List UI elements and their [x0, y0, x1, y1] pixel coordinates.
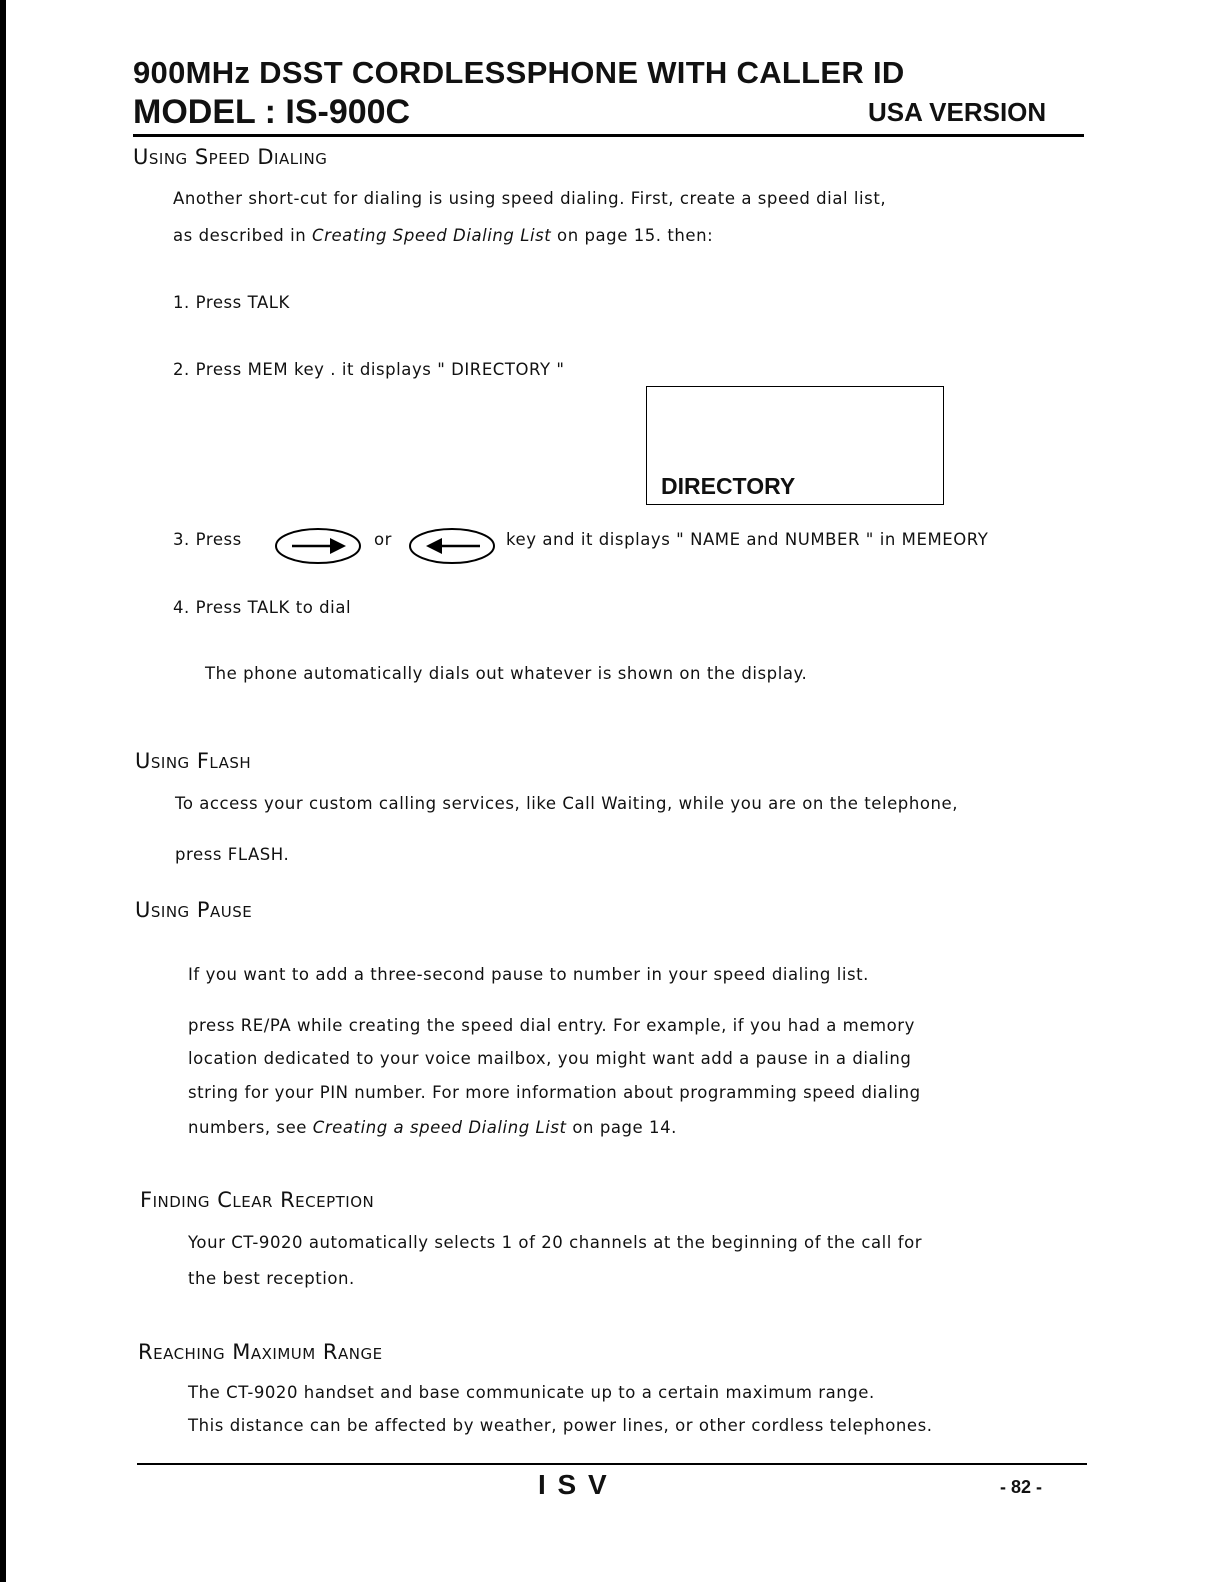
pause-line2: press RE/PA while creating the speed dial entry. For example, if you had a memory: [188, 1016, 915, 1035]
pause-line4: string for your PIN number. For more information about programming speed dialing: [188, 1083, 921, 1102]
speed-dialing-intro-line1: Another short-cut for dialing is using speed dialing. First, create a speed dial list,: [173, 189, 887, 208]
reception-line1: Your CT-9020 automatically selects 1 of 20 channels at the beginning of the call for: [188, 1233, 923, 1252]
pause-heading: Using Pause: [135, 898, 253, 922]
speed-dialing-heading: Using Speed Dialing: [133, 145, 328, 169]
lcd-display: [646, 386, 944, 505]
step-2: 2. Press MEM key . it displays " DIRECTORY ": [173, 360, 565, 379]
footer-rule: [137, 1463, 1087, 1465]
model-title: MODEL : IS-900C: [133, 93, 411, 131]
version-label: USA VERSION: [868, 97, 1047, 127]
speed-dialing-list-reference: Creating a speed Dialing List: [312, 1118, 567, 1137]
step-3-or: or: [374, 530, 392, 549]
flash-line1: To access your custom calling services, like Call Waiting, while you are on the telephone,: [175, 794, 958, 813]
reception-line2: the best reception.: [188, 1269, 355, 1288]
step-3-text: key and it displays " NAME and NUMBER " in MEMEORY: [506, 530, 989, 549]
range-line1: The CT-9020 handset and base communicate up to a certain maximum range.: [188, 1383, 875, 1402]
speed-dialing-intro-line2: as described in Creating Speed Dialing List on page 15. then:: [173, 226, 714, 245]
pause-line5: numbers, see Creating a speed Dialing List on page 14.: [188, 1118, 677, 1137]
pause-line3: location dedicated to your voice mailbox, you might want add a pause in a dialing: [188, 1049, 912, 1068]
scan-edge: [0, 0, 6, 1582]
speed-dialing-note: The phone automatically dials out whatever is shown on the display.: [205, 664, 808, 683]
step-4: 4. Press TALK to dial: [173, 598, 352, 617]
lcd-display-text: DIRECTORY: [661, 473, 796, 499]
reception-heading: Finding Clear Reception: [140, 1188, 375, 1212]
step-3-label: 3. Press: [173, 530, 242, 549]
left-arrow-key-icon: [406, 526, 498, 566]
right-arrow-key-icon: [274, 526, 364, 566]
speed-dial-list-reference: Creating Speed Dialing List: [312, 226, 552, 245]
step-1: 1. Press TALK: [173, 293, 290, 312]
flash-heading: Using Flash: [135, 749, 252, 773]
page-number: - 82 -: [1000, 1477, 1043, 1497]
flash-line2: press FLASH.: [175, 845, 290, 864]
footer-brand: I S V: [538, 1469, 609, 1500]
range-line2: This distance can be affected by weather, power lines, or other cordless telephones.: [188, 1416, 933, 1435]
pause-line1: If you want to add a three-second pause to number in your speed dialing list.: [188, 965, 869, 984]
document-title: 900MHz DSST CORDLESSPHONE WITH CALLER ID: [133, 55, 905, 90]
header-rule: [133, 134, 1084, 137]
range-heading: Reaching Maximum Range: [138, 1340, 383, 1364]
